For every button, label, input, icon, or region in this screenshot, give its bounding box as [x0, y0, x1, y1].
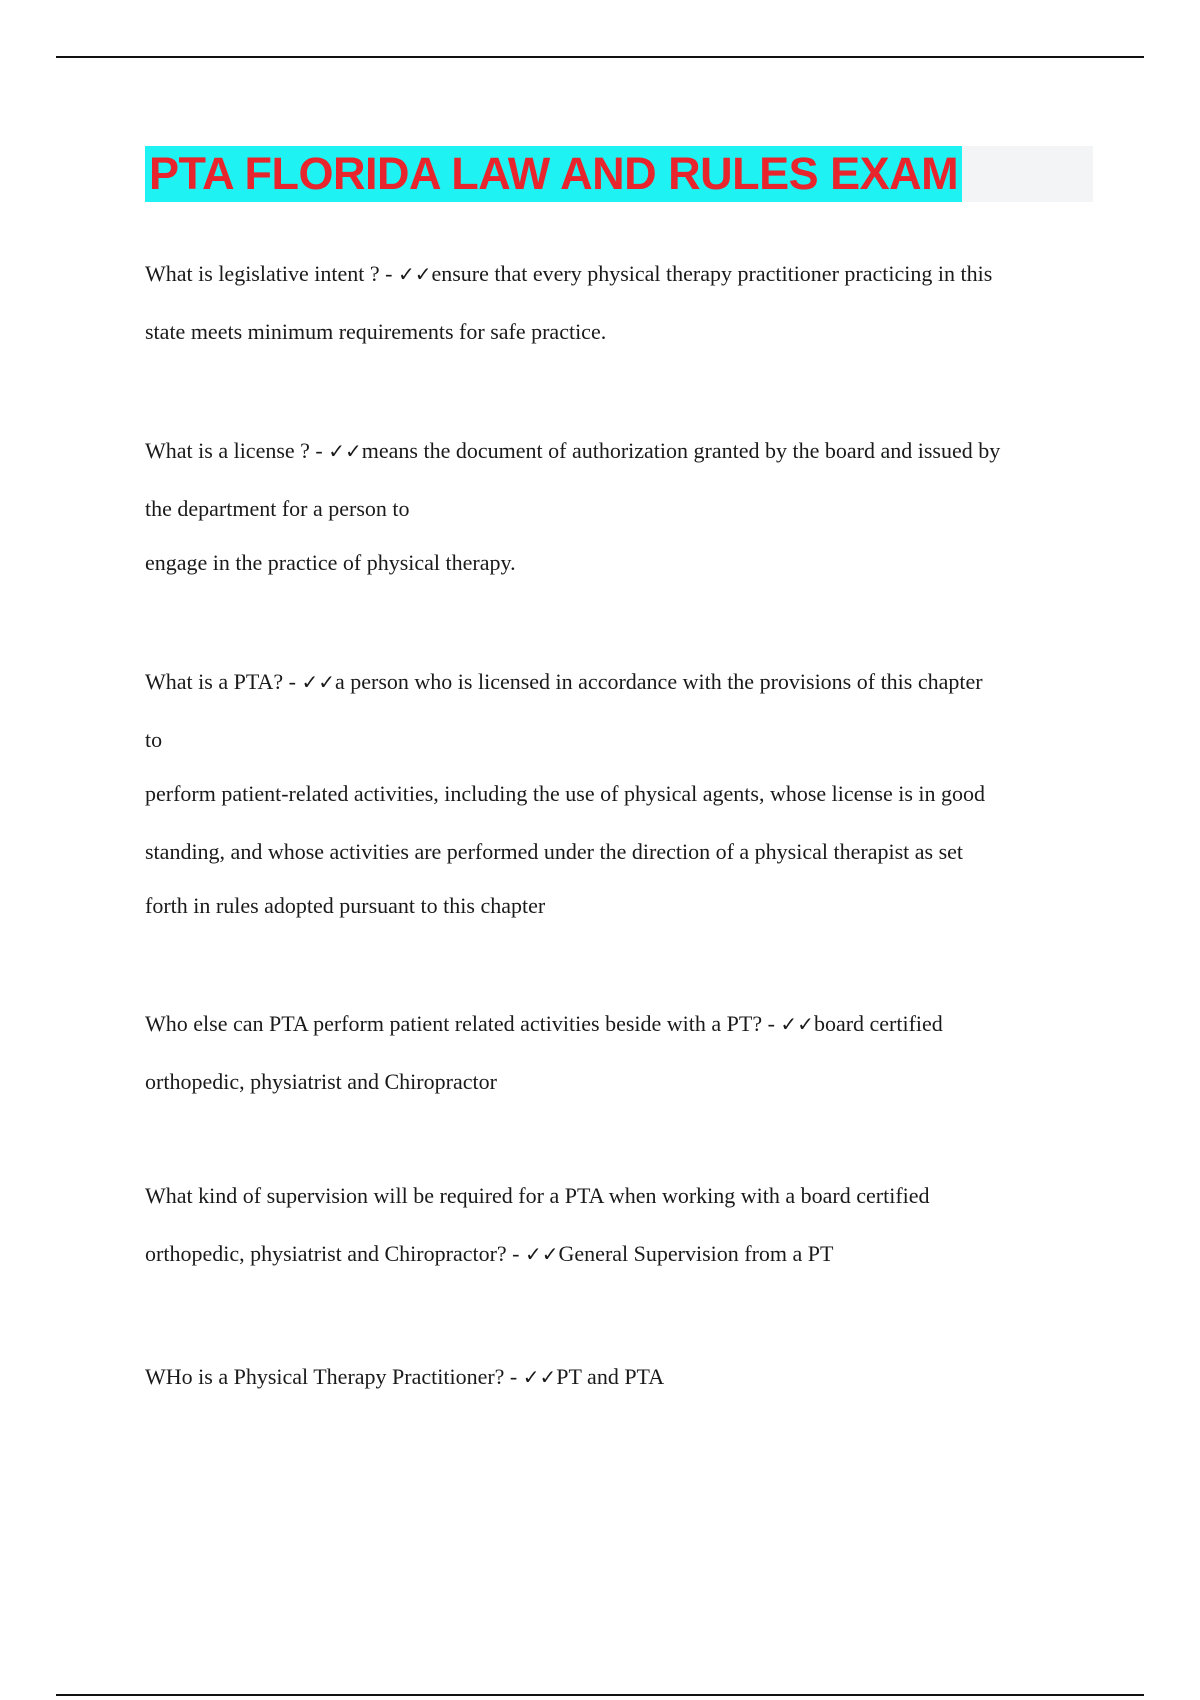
qa-line — [145, 1348, 1105, 1406]
double-check-icon: ✓✓ — [301, 670, 335, 694]
answer-continuation: orthopedic, physiatrist and Chiropractor — [145, 1069, 497, 1094]
double-check-icon: ✓✓ — [328, 439, 362, 463]
qa-line — [145, 653, 1105, 711]
top-rule — [56, 56, 1144, 58]
question-text: What kind of supervision will be required for a PTA when working with a board certified — [145, 1183, 930, 1208]
double-check-icon: ✓✓ — [525, 1242, 559, 1266]
bottom-rule — [56, 1694, 1144, 1696]
answer-continuation: standing, and whose activities are performed under the direction of a physical therapist as set — [145, 839, 964, 864]
question-text: orthopedic, physiatrist and Chiropractor? - — [145, 1241, 526, 1266]
answer-text: PT and PTA — [556, 1364, 665, 1389]
qa-item-practitioner — [145, 1348, 1105, 1406]
qa-line — [145, 422, 1105, 480]
document-title: PTA FLORIDA LAW AND RULES EXAM — [145, 146, 962, 202]
answer-text: ensure that every physical therapy practitioner practicing in this — [431, 261, 993, 286]
double-check-icon: ✓✓ — [780, 1012, 814, 1036]
answer-continuation: state meets minimum requirements for safe practice. — [145, 319, 607, 344]
qa-line — [145, 995, 1105, 1053]
qa-item-pta — [145, 653, 1105, 935]
question-text: What is a PTA? - — [145, 669, 302, 694]
title-band — [145, 146, 1093, 202]
qa-item-legislative-intent — [145, 245, 1105, 361]
answer-continuation: forth in rules adopted pursuant to this chapter — [145, 893, 546, 918]
answer-text: board certified — [813, 1011, 943, 1036]
answer-continuation: the department for a person to — [145, 496, 410, 521]
double-check-icon: ✓✓ — [397, 262, 432, 286]
question-text: Who else can PTA perform patient related activities beside with a PT? - — [145, 1011, 781, 1036]
double-check-icon: ✓✓ — [522, 1365, 557, 1389]
qa-item-license — [145, 422, 1105, 592]
question-text: WHo is a Physical Therapy Practitioner? - — [145, 1364, 523, 1389]
qa-line — [145, 1225, 1105, 1283]
answer-continuation: engage in the practice of physical therapy. — [145, 550, 516, 575]
answer-continuation: to — [145, 727, 163, 752]
answer-continuation: perform patient-related activities, including the use of physical agents, whose license is in good — [145, 781, 986, 806]
qa-item-who-else — [145, 995, 1105, 1111]
answer-text: General Supervision from a PT — [558, 1241, 834, 1266]
answer-text: a person who is licensed in accordance with the provisions of this chapter — [335, 669, 983, 694]
qa-line — [145, 245, 1105, 303]
answer-text: means the document of authorization granted by the board and issued by — [361, 438, 1001, 463]
question-text: What is a license ? - — [145, 438, 329, 463]
qa-item-supervision — [145, 1167, 1105, 1283]
question-text: What is legislative intent ? - — [145, 261, 398, 286]
